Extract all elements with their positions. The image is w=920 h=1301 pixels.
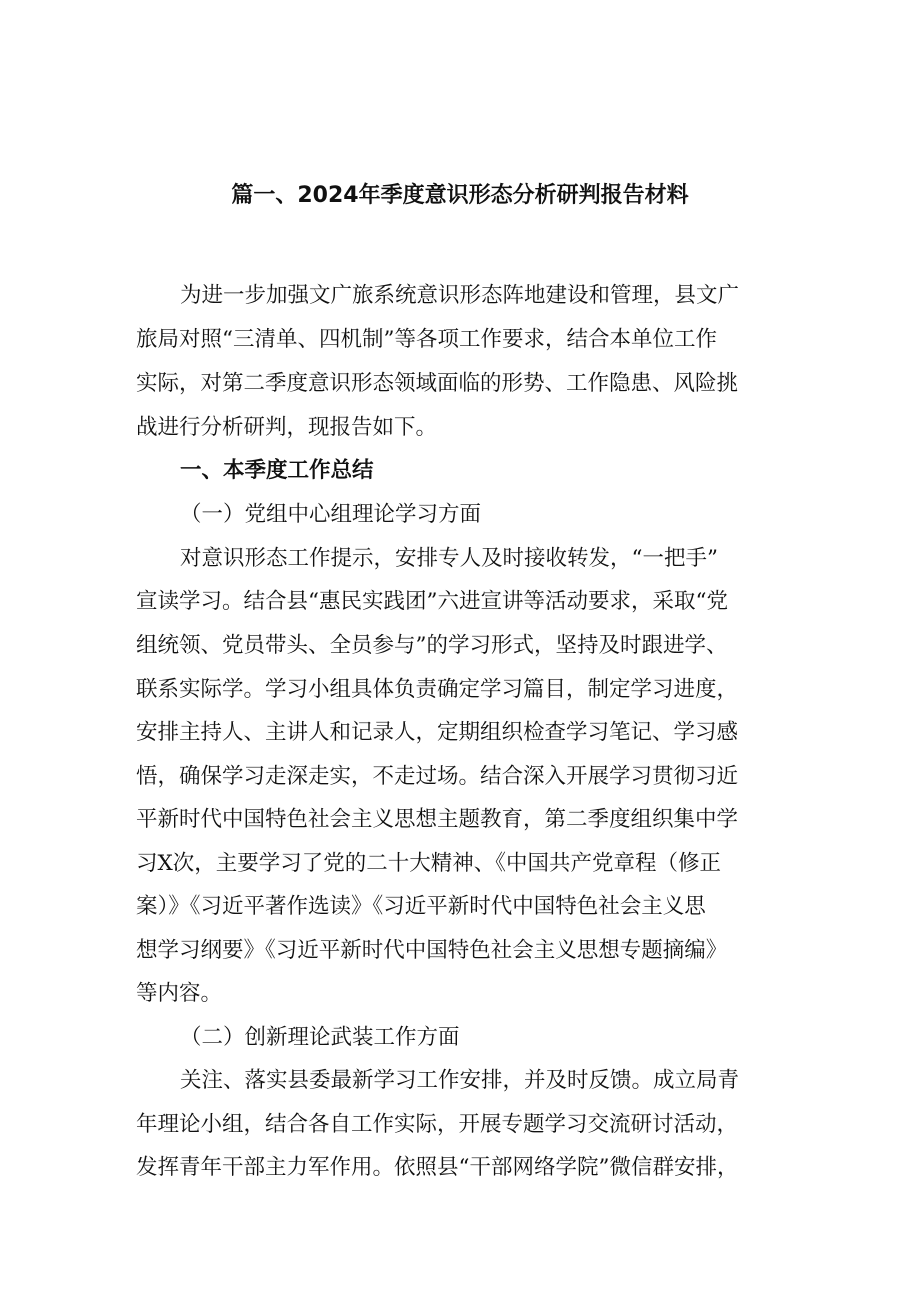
paragraph-line: 发挥青年干部主力军作用。依照县“干部网络学院”微信群安排，: [136, 1155, 739, 1180]
paragraph-line: 关注、落实县委最新学习工作安排，并及时反馈。成立局青: [180, 1068, 740, 1093]
paragraph-line: 实际，对第二季度意识形态领域面临的形势、工作隐患、风险挑: [136, 371, 739, 396]
paragraph-line: 对意识形态工作提示，安排专人及时接收转发，“一把手”: [180, 546, 718, 571]
paragraph-line: 组统领、党员带头、全员参与”的学习形式，坚持及时跟进学、: [136, 633, 728, 658]
paragraph-line: 悟，确保学习走深走实，不走过场。结合深入开展学习贯彻习近: [136, 764, 739, 789]
section-heading: 一、本季度工作总结: [180, 458, 374, 483]
document-title: 篇一、2024年季度意识形态分析研判报告材料: [231, 183, 689, 208]
subsection-heading: （二）创新理论武装工作方面: [180, 1025, 460, 1050]
paragraph-line: 宣读学习。结合县“惠民实践团”六进宣讲等活动要求，采取“党: [136, 589, 728, 614]
paragraph-line: 想学习纲要》《习近平新时代中国特色社会主义思想专题摘编》: [136, 938, 728, 963]
paragraph-line: 安排主持人、主讲人和记录人，定期组织检查学习笔记、学习感: [136, 720, 739, 745]
paragraph-line: 旅局对照“三清单、四机制”等各项工作要求，结合本单位工作: [136, 327, 717, 352]
paragraph-line: 平新时代中国特色社会主义思想主题教育，第二季度组织集中学: [136, 807, 739, 832]
paragraph-line: 联系实际学。学习小组具体负责确定学习篇目，制定学习进度，: [136, 677, 739, 702]
paragraph-line: 案）》《习近平著作选读》《习近平新时代中国特色社会主义思: [136, 894, 706, 919]
paragraph-line: 为进一步加强文广旅系统意识形态阵地建设和管理，县文广: [180, 283, 740, 308]
subsection-heading: （一）党组中心组理论学习方面: [180, 502, 482, 527]
paragraph-line: 年理论小组，结合各自工作实际，开展专题学习交流研讨活动，: [136, 1112, 739, 1137]
paragraph-line: 习X次，主要学习了党的二十大精神、《中国共产党章程（修正: [136, 851, 722, 876]
paragraph-line: 等内容。: [136, 981, 223, 1006]
paragraph-line: 战进行分析研判，现报告如下。: [136, 415, 438, 440]
